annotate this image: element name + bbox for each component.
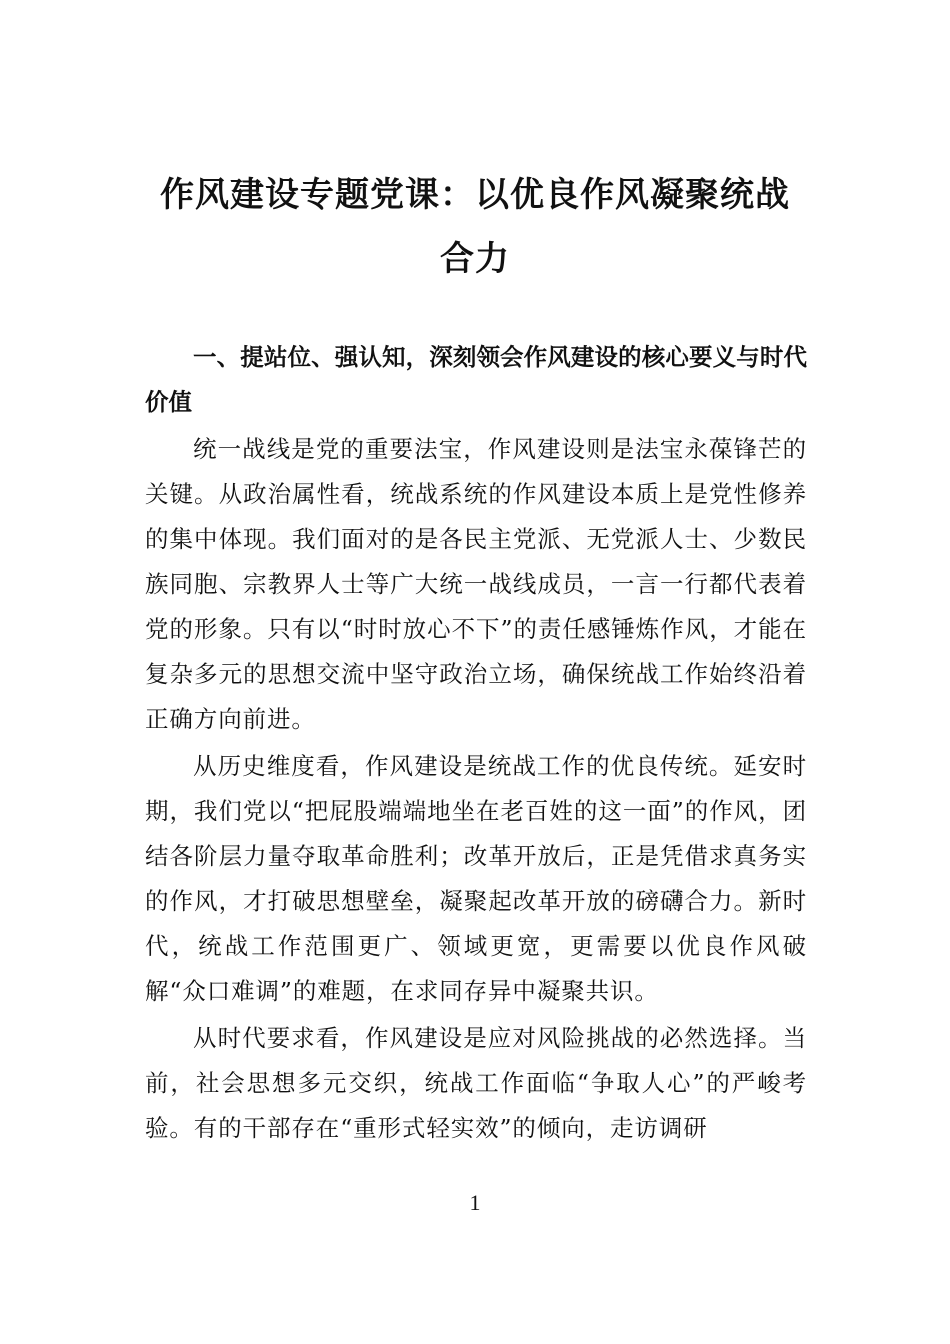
section-heading: 一、提站位、强认知，深刻领会作风建设的核心要义与时代价值	[145, 343, 807, 416]
page-number: 1	[469, 1190, 481, 1215]
document-body	[145, 335, 807, 1153]
paragraph-1: 统一战线是党的重要法宝，作风建设则是法宝永葆锋芒的关键。从政治属性看，统战系统的作风建设本质上是党性修养的集中体现。我们面对的是各民主党派、无党派人士、少数民族同胞、宗教界人士等广大统一战线成员，一言一行都代表着党的形象。只有以“时时放心不下”的责任感锤炼作风，才能在复杂多元的思想交流中坚守政治立场，确保统战工作始终沿着正确方向前进。	[145, 435, 807, 733]
paragraph-2: 从历史维度看，作风建设是统战工作的优良传统。延安时期，我们党以“把屁股端端地坐在老百姓的这一面”的作风，团结各阶层力量夺取革命胜利；改革开放后，正是凭借求真务实的作风，才打破思想壁垒，凝聚起改革开放的磅礴合力。新时代，统战工作范围更广、领域更宽，更需要以优良作风破解“众口难调”的难题，在求同存异中凝聚共识。	[145, 752, 807, 1005]
paragraph-3: 从时代要求看，作风建设是应对风险挑战的必然选择。当前，社会思想多元交织，统战工作面临“争取人心”的严峻考验。有的干部存在“重形式轻实效”的倾向，走访调研	[145, 1024, 807, 1142]
document-title: 作风建设专题党课：以优良作风凝聚统战合力	[160, 175, 790, 279]
